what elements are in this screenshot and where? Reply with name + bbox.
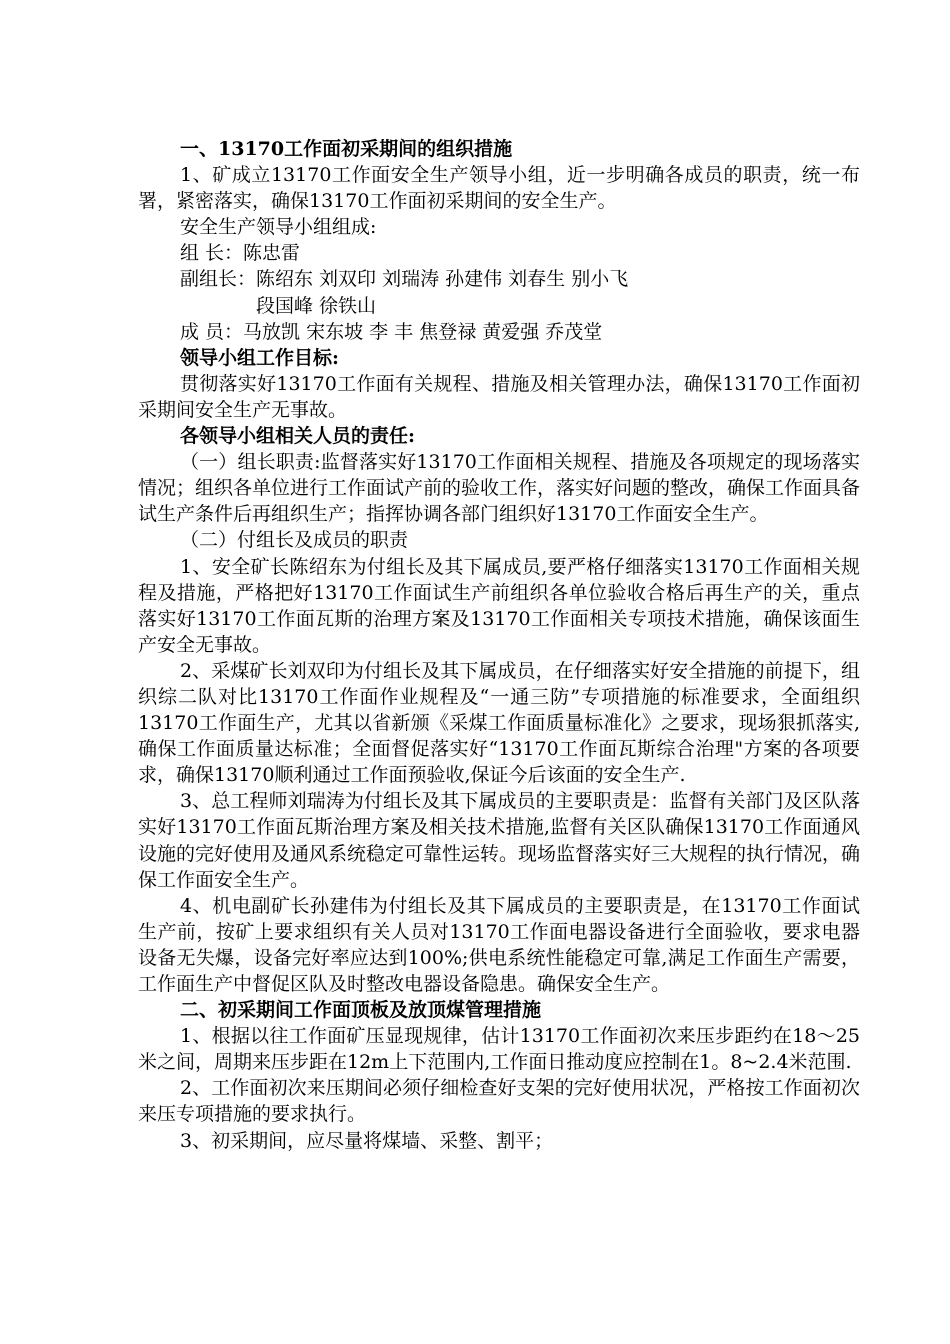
paragraph: 1、矿成立13170工作面安全生产领导小组，近一步明确各成员的职责，统一布署，紧密落实，确保13170工作面初采期间的安全生产。 — [138, 164, 860, 213]
member-line-leader: 组 长：陈忠雷 — [180, 242, 301, 265]
paragraph: （一）组长职责:监督落实好13170工作面相关规程、措施及各项规定的现场落实情况；组织各单位进行工作面试产前的验收工作，落实好问题的整改，确保工作面具备试生产条件后再组织生产；指挥协调各部门组织好13170工作面安全生产。 — [138, 451, 861, 526]
paragraph: （二）付组长及成员的职责 — [180, 529, 409, 552]
paragraph: 1、根据以往工作面矿压显现规律，估计13170工作面初次来压步距约在18～25米之间，周期来压步距在12m上下范围内,工作面日推动度应控制在1。8~2.4米范围. — [138, 1025, 860, 1074]
subheading-goal: 领导小组工作目标: — [180, 346, 340, 369]
member-line-members: 成 员：马放凯 宋东坡 李 丰 焦登禄 黄爱强 乔茂堂 — [180, 320, 603, 343]
paragraph: 贯彻落实好13170工作面有关规程、措施及相关管理办法，确保13170工作面初采期间安全生产无事故。 — [138, 372, 860, 421]
member-line-deputy: 副组长：陈绍东 刘双印 刘瑞涛 孙建伟 刘春生 别小飞 — [180, 268, 629, 291]
paragraph: 2、采煤矿长刘双印为付组长及其下属成员，在仔细落实好安全措施的前提下，组织综二队对比13170工作面作业规程及“一通三防”专项措施的标准要求，全面组织13170工作面生产，尤其以省新颁《采煤工作面质量标准化》之要求，现场狠抓落实,确保工作面质量达标准；全面督促落实好“13170工作面瓦斯综合治理"方案的各项要求，确保13170顺利通过工作面预验收,保证今后该面的安全生产. — [138, 659, 860, 787]
section-heading-1: 一、13170工作面初采期间的组织措施 — [180, 138, 513, 160]
paragraph: 2、工作面初次来压期间必须仔细检查好支架的完好使用状况，严格按工作面初次来压专项措施的要求执行。 — [138, 1077, 860, 1126]
paragraph: 3、总工程师刘瑞涛为付组长及其下属成员的主要职责是：监督有关部门及区队落实好13170工作面瓦斯治理方案及相关技术措施,监督有关区队确保13170工作面通风设施的完好使用及通风系统稳定可靠性运转。现场监督落实好三大规程的执行情况，确保工作面安全生产。 — [138, 790, 861, 891]
paragraph: 1、安全矿长陈绍东为付组长及其下属成员,要严格仔细落实13170工作面相关规程及措施，严格把好13170工作面试生产前组织各单位验收合格后再生产的关，重点落实好13170工作面瓦斯的治理方案及13170工作面相关专项技术措施，确保该面生产安全无事故。 — [138, 555, 860, 656]
member-line-deputy-cont: 段国峰 徐铁山 — [256, 294, 377, 317]
paragraph: 4、机电副矿长孙建伟为付组长及其下属成员的主要职责是，在13170工作面试生产前，按矿上要求组织有关人员对13170工作面电器设备进行全面验收，要求电器设备无失爆，设备完好率应达到100%;供电系统性能稳定可靠,满足工作面生产需要，工作面生产中督促区队及时整改电器设备隐患。确保安全生产。 — [138, 894, 860, 995]
section-heading-2: 二、初采期间工作面顶板及放顶煤管理措施 — [180, 999, 542, 1022]
paragraph: 安全生产领导小组组成: — [180, 216, 377, 239]
document-body — [138, 136, 860, 1154]
subheading-responsibility: 各领导小组相关人员的责任: — [180, 425, 416, 448]
paragraph: 3、初采期间，应尽量将煤墙、采整、割平； — [180, 1129, 554, 1152]
